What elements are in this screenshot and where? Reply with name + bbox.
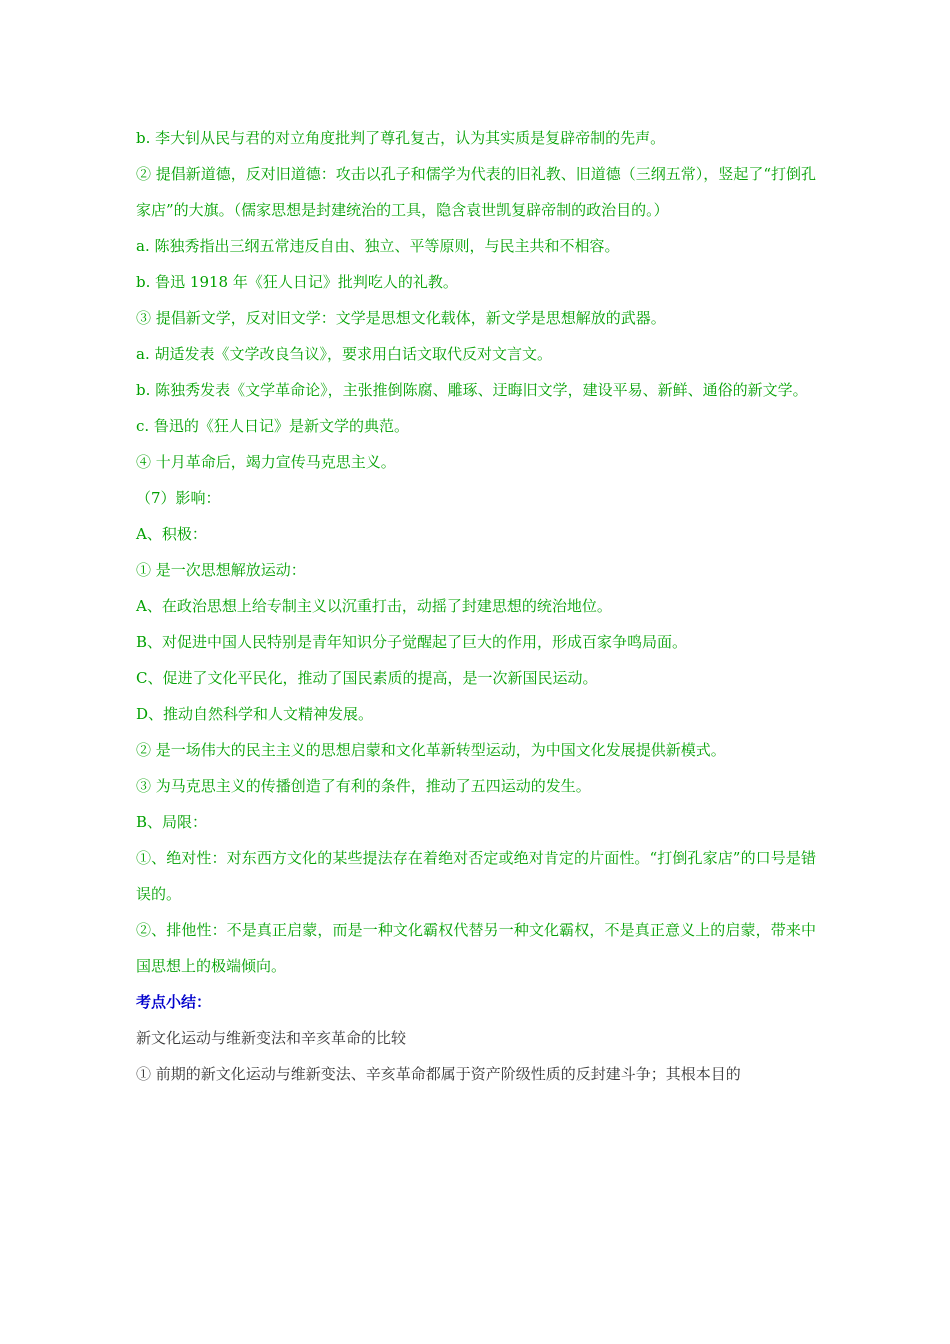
section-label: B、局限： bbox=[136, 813, 208, 831]
text-line: c. 鲁迅的《狂人日记》是新文学的典范。 bbox=[136, 417, 409, 435]
text-line: b. 李大钊从民与君的对立角度批判了尊孔复古，认为其实质是复辟帝制的先声。 bbox=[136, 129, 666, 147]
section-label: （7）影响： bbox=[136, 489, 221, 507]
text-line: D、推动自然科学和人文精神发展。 bbox=[136, 705, 374, 723]
text-paragraph bbox=[136, 840, 816, 912]
text-line: a. 胡适发表《文学改良刍议》，要求用白话文取代反对文言文。 bbox=[136, 345, 552, 363]
text-line: B、对促进中国人民特别是青年知识分子觉醒起了巨大的作用，形成百家争鸣局面。 bbox=[136, 633, 688, 651]
text-line: ③ 提倡新文学，反对旧文学：文学是思想文化载体，新文学是思想解放的武器。 bbox=[136, 309, 666, 327]
text-line: C、促进了文化平民化，推动了国民素质的提高，是一次新国民运动。 bbox=[136, 669, 598, 687]
text-line: b. 鲁迅 1918 年《狂人日记》批判吃人的礼教。 bbox=[136, 273, 458, 291]
paragraph-text: ②、排他性：不是真正启蒙，而是一种文化霸权代替另一种文化霸权，不是真正意义上的启蒙，带来中国思想上的极端倾向。 bbox=[136, 921, 816, 975]
text-line: ③ 为马克思主义的传播创造了有利的条件，推动了五四运动的发生。 bbox=[136, 777, 591, 795]
document-body bbox=[136, 120, 816, 1092]
text-line: a. 陈独秀指出三纲五常违反自由、独立、平等原则，与民主共和不相容。 bbox=[136, 237, 620, 255]
text-paragraph bbox=[136, 372, 816, 408]
paragraph-text: ② 提倡新道德，反对旧道德：攻击以孔子和儒学为代表的旧礼教、旧道德（三纲五常），竖起了“打倒孔家店”的大旗。（儒家思想是封建统治的工具，隐含袁世凯复辟帝制的政治目的。） bbox=[136, 165, 816, 219]
text-line: ④ 十月革命后，竭力宣传马克思主义。 bbox=[136, 453, 396, 471]
text-paragraph bbox=[136, 156, 816, 228]
summary-heading: 考点小结： bbox=[136, 993, 212, 1011]
summary-subtitle: 新文化运动与维新变法和辛亥革命的比较 bbox=[136, 1029, 407, 1047]
text-line: ② 是一场伟大的民主主义的思想启蒙和文化革新转型运动，为中国文化发展提供新模式。 bbox=[136, 741, 726, 759]
text-line: ① 是一次思想解放运动： bbox=[136, 561, 306, 579]
paragraph-text: ①、绝对性：对东西方文化的某些提法存在着绝对否定或绝对肯定的片面性。“打倒孔家店”的口号是错误的。 bbox=[136, 849, 816, 903]
text-paragraph bbox=[136, 912, 816, 984]
text-line: A、在政治思想上给专制主义以沉重打击，动摇了封建思想的统治地位。 bbox=[136, 597, 612, 615]
paragraph-text: b. 陈独秀发表《文学革命论》，主张推倒陈腐、雕琢、迂晦旧文学，建设平易、新鲜、通俗的新文学。 bbox=[136, 381, 808, 399]
section-label: A、积极： bbox=[136, 525, 207, 543]
text-line: ① 前期的新文化运动与维新变法、辛亥革命都属于资产阶级性质的反封建斗争；其根本目的 bbox=[136, 1065, 741, 1083]
